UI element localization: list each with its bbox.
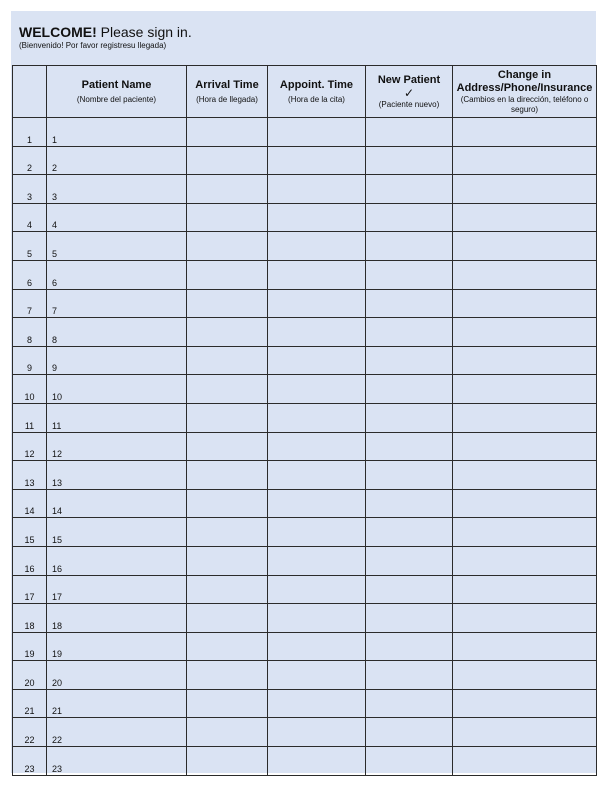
table-row xyxy=(13,747,597,776)
appointment-time-cell[interactable] xyxy=(268,661,366,690)
row-number: 19 xyxy=(24,649,35,660)
row-number: 4 xyxy=(26,220,32,231)
arrival-time-cell[interactable] xyxy=(187,375,268,404)
patient-name-cell[interactable] xyxy=(47,575,187,604)
row-number-cell xyxy=(13,632,47,661)
change-info-cell[interactable] xyxy=(453,375,597,404)
row-number: 12 xyxy=(24,449,35,460)
header-row-number xyxy=(13,66,47,118)
row-number-cell xyxy=(13,546,47,575)
patient-name-line-number: 21 xyxy=(52,706,63,717)
checkmark-icon: ✓ xyxy=(403,85,415,100)
table-row xyxy=(13,432,597,461)
header-new-patient-en: New Patient xyxy=(377,73,441,86)
appointment-time-cell[interactable] xyxy=(268,232,366,261)
patient-name-cell[interactable] xyxy=(47,461,187,490)
row-number: 22 xyxy=(24,735,35,746)
change-info-cell[interactable] xyxy=(453,489,597,518)
table-row xyxy=(13,318,597,347)
row-number: 23 xyxy=(24,763,35,774)
patient-name-cell[interactable] xyxy=(47,375,187,404)
new-patient-cell[interactable] xyxy=(366,318,453,347)
row-number-cell xyxy=(13,118,47,147)
patient-name-cell[interactable] xyxy=(47,146,187,175)
row-number-cell xyxy=(13,661,47,690)
patient-name-line-number: 1 xyxy=(52,134,58,145)
appointment-time-cell[interactable] xyxy=(268,260,366,289)
row-number-cell xyxy=(13,747,47,776)
row-number-cell xyxy=(13,604,47,633)
table-row xyxy=(13,346,597,375)
appointment-time-cell[interactable] xyxy=(268,604,366,633)
appointment-time-cell[interactable] xyxy=(268,346,366,375)
arrival-time-cell[interactable] xyxy=(187,260,268,289)
appointment-time-cell[interactable] xyxy=(268,575,366,604)
table-row xyxy=(13,403,597,432)
patient-name-cell[interactable] xyxy=(47,318,187,347)
new-patient-cell[interactable] xyxy=(366,632,453,661)
row-number: 7 xyxy=(26,306,32,317)
new-patient-cell[interactable] xyxy=(366,718,453,747)
arrival-time-cell[interactable] xyxy=(187,689,268,718)
change-info-cell[interactable] xyxy=(453,546,597,575)
new-patient-cell[interactable] xyxy=(366,289,453,318)
table-row xyxy=(13,661,597,690)
arrival-time-cell[interactable] xyxy=(187,432,268,461)
header-appointment-time xyxy=(268,66,366,118)
new-patient-cell[interactable] xyxy=(366,118,453,147)
patient-name-line-number: 5 xyxy=(52,248,58,259)
row-number-cell xyxy=(13,175,47,204)
arrival-time-cell[interactable] xyxy=(187,289,268,318)
header-arrival-time-es: (Hora de llegada) xyxy=(196,94,258,104)
arrival-time-cell[interactable] xyxy=(187,203,268,232)
arrival-time-cell[interactable] xyxy=(187,747,268,776)
row-number-cell xyxy=(13,146,47,175)
new-patient-cell[interactable] xyxy=(366,146,453,175)
change-info-cell[interactable] xyxy=(453,203,597,232)
table-row xyxy=(13,546,597,575)
table-row xyxy=(13,118,597,147)
row-number: 16 xyxy=(24,563,35,574)
row-number: 15 xyxy=(24,534,35,545)
header-change-info-es: (Cambios en la dirección, teléfono o seguro) xyxy=(460,94,589,114)
header-change-info xyxy=(453,66,597,118)
patient-name-line-number: 6 xyxy=(52,277,58,288)
patient-name-line-number: 3 xyxy=(52,191,58,202)
table-row xyxy=(13,203,597,232)
patient-name-cell[interactable] xyxy=(47,346,187,375)
appointment-time-cell[interactable] xyxy=(268,518,366,547)
patient-name-line-number: 13 xyxy=(52,477,63,488)
sign-in-text: Please sign in. xyxy=(96,24,192,40)
row-number: 10 xyxy=(24,391,35,402)
patient-name-cell[interactable] xyxy=(47,718,187,747)
patient-name-line-number: 2 xyxy=(52,163,58,174)
patient-name-line-number: 12 xyxy=(52,449,63,460)
arrival-time-cell[interactable] xyxy=(187,489,268,518)
sign-in-sheet xyxy=(11,11,596,773)
header-new-patient xyxy=(366,66,453,118)
row-number: 14 xyxy=(24,506,35,517)
row-number-cell xyxy=(13,718,47,747)
header-arrival-time-en: Arrival Time xyxy=(195,78,259,91)
appointment-time-cell[interactable] xyxy=(268,632,366,661)
row-number: 9 xyxy=(26,363,32,374)
header-patient-name-en: Patient Name xyxy=(81,78,152,91)
row-number: 13 xyxy=(24,477,35,488)
table-row xyxy=(13,632,597,661)
patient-name-line-number: 4 xyxy=(52,220,58,231)
patient-name-cell[interactable] xyxy=(47,518,187,547)
patient-name-line-number: 10 xyxy=(52,391,63,402)
patient-name-cell[interactable] xyxy=(47,232,187,261)
change-info-cell[interactable] xyxy=(453,632,597,661)
change-info-cell[interactable] xyxy=(453,718,597,747)
patient-name-cell[interactable] xyxy=(47,260,187,289)
header-appointment-time-en: Appoint. Time xyxy=(279,78,354,91)
change-info-cell[interactable] xyxy=(453,318,597,347)
change-info-cell[interactable] xyxy=(453,575,597,604)
change-info-cell[interactable] xyxy=(453,175,597,204)
row-number: 2 xyxy=(26,163,32,174)
patient-name-line-number: 11 xyxy=(52,420,62,431)
row-number-cell xyxy=(13,260,47,289)
heading-title xyxy=(19,24,192,40)
change-info-cell[interactable] xyxy=(453,118,597,147)
patient-name-line-number: 17 xyxy=(52,592,63,603)
patient-name-line-number: 14 xyxy=(52,506,63,517)
table-row xyxy=(13,289,597,318)
table-body xyxy=(13,118,597,776)
row-number: 21 xyxy=(24,706,35,717)
change-info-cell[interactable] xyxy=(453,146,597,175)
patient-name-line-number: 16 xyxy=(52,563,63,574)
new-patient-cell[interactable] xyxy=(366,575,453,604)
new-patient-cell[interactable] xyxy=(366,747,453,776)
row-number: 8 xyxy=(26,334,32,345)
row-number-cell xyxy=(13,689,47,718)
row-number: 3 xyxy=(26,191,32,202)
patient-name-line-number: 23 xyxy=(52,763,63,774)
header-patient-name-es: (Nombre del paciente) xyxy=(76,94,157,104)
header-patient-name xyxy=(47,66,187,118)
patient-name-cell[interactable] xyxy=(47,632,187,661)
patient-name-cell[interactable] xyxy=(47,289,187,318)
change-info-cell[interactable] xyxy=(453,432,597,461)
appointment-time-cell[interactable] xyxy=(268,403,366,432)
arrival-time-cell[interactable] xyxy=(187,118,268,147)
row-number-cell xyxy=(13,461,47,490)
new-patient-cell[interactable] xyxy=(366,175,453,204)
new-patient-cell[interactable] xyxy=(366,489,453,518)
new-patient-cell[interactable] xyxy=(366,546,453,575)
arrival-time-cell[interactable] xyxy=(187,232,268,261)
table-row xyxy=(13,489,597,518)
table-row xyxy=(13,518,597,547)
sheet-heading xyxy=(19,24,192,51)
new-patient-cell[interactable] xyxy=(366,375,453,404)
new-patient-cell[interactable] xyxy=(366,661,453,690)
heading-subtitle-es: (Bienvenido! Por favor registresu llegada) xyxy=(19,41,167,50)
change-info-cell[interactable] xyxy=(453,689,597,718)
appointment-time-cell[interactable] xyxy=(268,747,366,776)
row-number-cell xyxy=(13,575,47,604)
arrival-time-cell[interactable] xyxy=(187,718,268,747)
header-change-info-en: Change in Address/Phone/Insurance xyxy=(456,68,593,94)
table-row xyxy=(13,604,597,633)
new-patient-cell[interactable] xyxy=(366,518,453,547)
new-patient-cell[interactable] xyxy=(366,604,453,633)
patient-name-cell[interactable] xyxy=(47,118,187,147)
row-number-cell xyxy=(13,489,47,518)
patient-name-line-number: 20 xyxy=(52,677,63,688)
row-number-cell xyxy=(13,403,47,432)
patient-name-cell[interactable] xyxy=(47,661,187,690)
row-number: 11 xyxy=(24,420,35,431)
row-number-cell xyxy=(13,375,47,404)
arrival-time-cell[interactable] xyxy=(187,518,268,547)
row-number: 1 xyxy=(26,134,32,145)
appointment-time-cell[interactable] xyxy=(268,203,366,232)
patient-name-cell[interactable] xyxy=(47,489,187,518)
change-info-cell[interactable] xyxy=(453,260,597,289)
table-row xyxy=(13,375,597,404)
patient-name-line-number: 9 xyxy=(52,363,58,374)
patient-name-line-number: 18 xyxy=(52,620,63,631)
appointment-time-cell[interactable] xyxy=(268,289,366,318)
row-number-cell xyxy=(13,518,47,547)
table-row xyxy=(13,175,597,204)
new-patient-cell[interactable] xyxy=(366,203,453,232)
appointment-time-cell[interactable] xyxy=(268,489,366,518)
appointment-time-cell[interactable] xyxy=(268,546,366,575)
row-number-cell xyxy=(13,203,47,232)
row-number: 18 xyxy=(24,620,35,631)
header-arrival-time xyxy=(187,66,268,118)
appointment-time-cell[interactable] xyxy=(268,718,366,747)
change-info-cell[interactable] xyxy=(453,232,597,261)
patient-name-line-number: 15 xyxy=(52,534,63,545)
change-info-cell[interactable] xyxy=(453,289,597,318)
arrival-time-cell[interactable] xyxy=(187,661,268,690)
row-number-cell xyxy=(13,232,47,261)
table-row xyxy=(13,260,597,289)
header-new-patient-es: (Paciente nuevo) xyxy=(378,99,440,109)
welcome-text: WELCOME! xyxy=(19,24,97,40)
change-info-cell[interactable] xyxy=(453,747,597,776)
change-info-cell[interactable] xyxy=(453,461,597,490)
arrival-time-cell[interactable] xyxy=(187,575,268,604)
table-row xyxy=(13,689,597,718)
row-number: 6 xyxy=(26,277,32,288)
patient-name-cell[interactable] xyxy=(47,175,187,204)
new-patient-cell[interactable] xyxy=(366,432,453,461)
patient-name-cell[interactable] xyxy=(47,546,187,575)
row-number: 17 xyxy=(24,592,35,603)
new-patient-cell[interactable] xyxy=(366,346,453,375)
patient-name-line-number: 22 xyxy=(52,735,63,746)
patient-name-cell[interactable] xyxy=(47,203,187,232)
new-patient-cell[interactable] xyxy=(366,689,453,718)
arrival-time-cell[interactable] xyxy=(187,632,268,661)
change-info-cell[interactable] xyxy=(453,403,597,432)
arrival-time-cell[interactable] xyxy=(187,175,268,204)
new-patient-cell[interactable] xyxy=(366,403,453,432)
arrival-time-cell[interactable] xyxy=(187,403,268,432)
table-row xyxy=(13,461,597,490)
appointment-time-cell[interactable] xyxy=(268,689,366,718)
table-row xyxy=(13,146,597,175)
header-appointment-time-es: (Hora de la cita) xyxy=(288,94,345,104)
patient-name-cell[interactable] xyxy=(47,689,187,718)
change-info-cell[interactable] xyxy=(453,604,597,633)
row-number: 5 xyxy=(26,248,32,259)
appointment-time-cell[interactable] xyxy=(268,375,366,404)
table-row xyxy=(13,232,597,261)
change-info-cell[interactable] xyxy=(453,661,597,690)
appointment-time-cell[interactable] xyxy=(268,461,366,490)
appointment-time-cell[interactable] xyxy=(268,175,366,204)
arrival-time-cell[interactable] xyxy=(187,318,268,347)
patient-name-line-number: 19 xyxy=(52,649,63,660)
patient-name-cell[interactable] xyxy=(47,432,187,461)
new-patient-cell[interactable] xyxy=(366,232,453,261)
new-patient-cell[interactable] xyxy=(366,461,453,490)
arrival-time-cell[interactable] xyxy=(187,546,268,575)
arrival-time-cell[interactable] xyxy=(187,346,268,375)
appointment-time-cell[interactable] xyxy=(268,432,366,461)
new-patient-cell[interactable] xyxy=(366,260,453,289)
appointment-time-cell[interactable] xyxy=(268,318,366,347)
patient-name-cell[interactable] xyxy=(47,604,187,633)
row-number-cell xyxy=(13,346,47,375)
patient-sign-in-table xyxy=(12,65,597,776)
row-number-cell xyxy=(13,432,47,461)
patient-name-line-number: 8 xyxy=(52,334,58,345)
row-number-cell xyxy=(13,289,47,318)
appointment-time-cell[interactable] xyxy=(268,146,366,175)
patient-name-line-number: 7 xyxy=(52,306,58,317)
row-number-cell xyxy=(13,318,47,347)
table-header-row xyxy=(13,66,597,118)
arrival-time-cell[interactable] xyxy=(187,461,268,490)
table-row xyxy=(13,718,597,747)
patient-name-cell[interactable] xyxy=(47,747,187,776)
change-info-cell[interactable] xyxy=(453,346,597,375)
table-row xyxy=(13,575,597,604)
patient-name-cell[interactable] xyxy=(47,403,187,432)
appointment-time-cell[interactable] xyxy=(268,118,366,147)
arrival-time-cell[interactable] xyxy=(187,146,268,175)
change-info-cell[interactable] xyxy=(453,518,597,547)
row-number: 20 xyxy=(24,677,35,688)
arrival-time-cell[interactable] xyxy=(187,604,268,633)
